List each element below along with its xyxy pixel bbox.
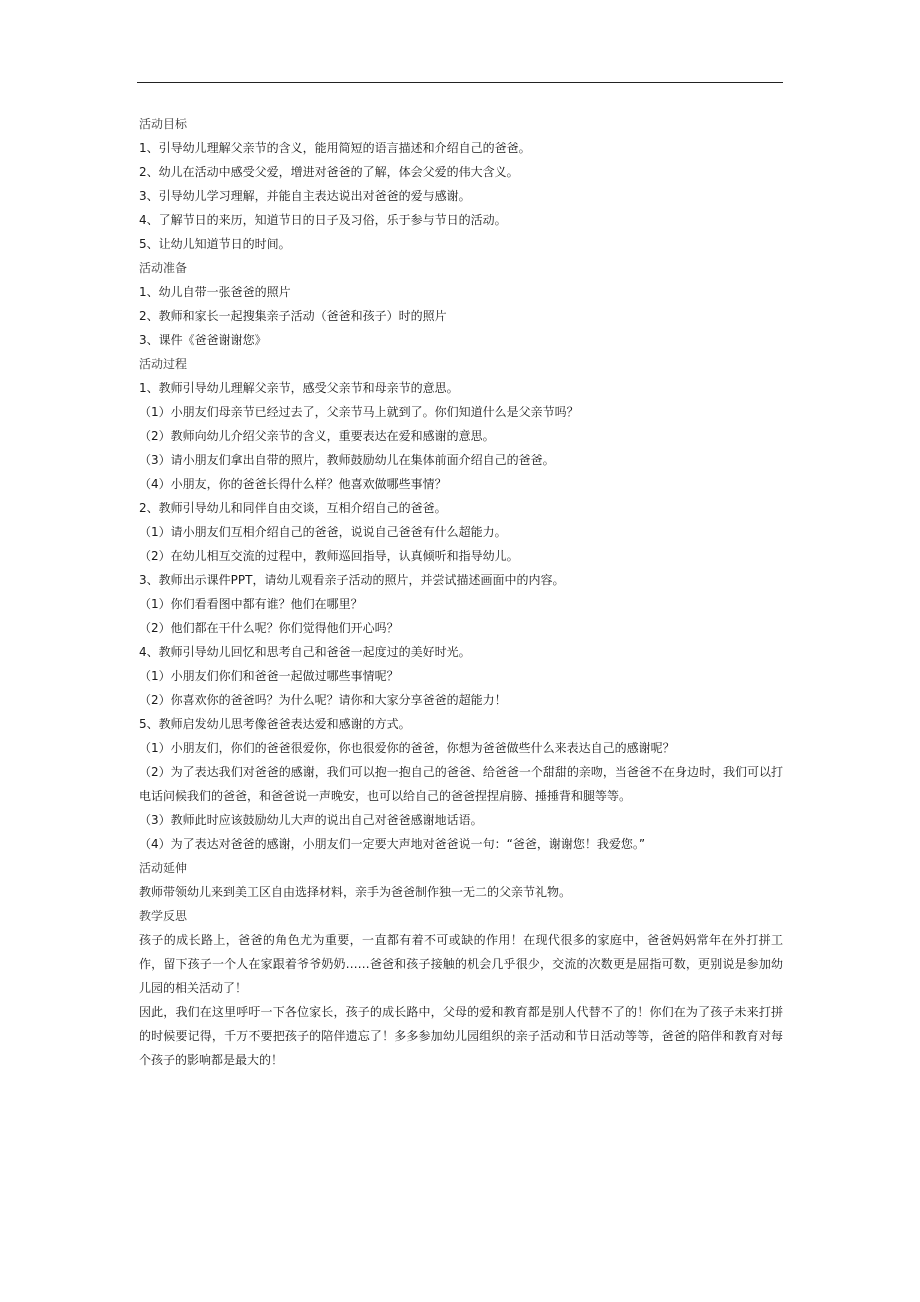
process-item: （2）在幼儿相互交流的过程中，教师巡回指导，认真倾听和指导幼儿。 (139, 549, 519, 563)
process-item: （4）为了表达对爸爸的感谢，小朋友们一定要大声地对爸爸说一句：“爸爸，谢谢您！我爱您。” (139, 837, 646, 851)
process-item: （1）请小朋友们互相介绍自己的爸爸，说说自己爸爸有什么超能力。 (139, 525, 507, 539)
objective-item: 2、幼儿在活动中感受父爱，增进对爸爸的了解，体会父爱的伟大含义。 (139, 165, 519, 179)
process-heading: 活动过程 (139, 357, 188, 371)
process-item: 5、教师启发幼儿思考像爸爸表达爱和感谢的方式。 (139, 717, 411, 731)
process-item: （2）他们都在干什么呢？你们觉得他们开心吗？ (139, 621, 399, 635)
extension-heading: 活动延伸 (139, 861, 188, 875)
process-item: 1、教师引导幼儿理解父亲节，感受父亲节和母亲节的意思。 (139, 381, 459, 395)
process-item: （4）小朋友，你的爸爸长得什么样？他喜欢做哪些事情？ (139, 477, 447, 491)
process-item: （1）小朋友们母亲节已经过去了，父亲节马上就到了。你们知道什么是父亲节吗？ (139, 405, 579, 419)
extension-text: 教师带领幼儿来到美工区自由选择材料，亲手为爸爸制作独一无二的父亲节礼物。 (139, 885, 572, 899)
document-body (139, 112, 783, 1072)
reflection-heading: 教学反思 (139, 909, 188, 923)
objective-item: 3、引导幼儿学习理解，并能自主表达说出对爸爸的爱与感谢。 (139, 189, 471, 203)
objective-item: 5、让幼儿知道节日的时间。 (139, 237, 291, 251)
process-item: 2、教师引导幼儿和同伴自由交谈，互相介绍自己的爸爸。 (139, 501, 447, 515)
process-item: 3、教师出示课件PPT，请幼儿观看亲子活动的照片，并尝试描述画面中的内容。 (139, 573, 565, 587)
process-item: （3）请小朋友们拿出自带的照片，教师鼓励幼儿在集体前面介绍自己的爸爸。 (139, 453, 555, 467)
preparation-item: 1、幼儿自带一张爸爸的照片 (139, 285, 291, 299)
process-item: （3）教师此时应该鼓励幼儿大声的说出自己对爸爸感谢地话语。 (139, 813, 483, 827)
reflection-paragraph: 因此，我们在这里呼吁一下各位家长，孩子的成长路中，父母的爱和教育都是别人代替不了的！你们在为了孩子未来打拼的时候要记得，千万不要把孩子的陪伴遗忘了！多多参加幼儿园组织的亲子活动和节日活动等等，爸爸的陪伴和教育对每个孩子的影响都是最大的！ (139, 1005, 783, 1067)
process-item: （2）你喜欢你的爸爸吗？为什么呢？请你和大家分享爸爸的超能力！ (139, 693, 507, 707)
process-item: （2）教师向幼儿介绍父亲节的含义，重要表达在爱和感谢的意思。 (139, 429, 495, 443)
process-item: （1）小朋友们你们和爸爸一起做过哪些事情呢？ (139, 669, 399, 683)
process-item: （1）你们看看图中都有谁？他们在哪里？ (139, 597, 363, 611)
preparation-item: 3、课件《爸爸谢谢您》 (139, 333, 267, 347)
header-rule (137, 82, 783, 83)
objectives-heading: 活动目标 (139, 117, 188, 131)
objective-item: 4、了解节日的来历，知道节日的日子及习俗，乐于参与节日的活动。 (139, 213, 507, 227)
process-paragraph: （2）为了表达我们对爸爸的感谢，我们可以抱一抱自己的爸爸、给爸爸一个甜甜的亲吻，当爸爸不在身边时，我们可以打电话问候我们的爸爸，和爸爸说一声晚安，也可以给自己的爸爸捏捏肩膀、捶捶背和腿等等。 (139, 765, 783, 803)
objective-item: 1、引导幼儿理解父亲节的含义，能用简短的语言描述和介绍自己的爸爸。 (139, 141, 531, 155)
process-item: （1）小朋友们，你们的爸爸很爱你，你也很爱你的爸爸，你想为爸爸做些什么来表达自己的感谢呢？ (139, 741, 675, 755)
preparation-item: 2、教师和家长一起搜集亲子活动（爸爸和孩子）时的照片 (139, 309, 447, 323)
process-item: 4、教师引导幼儿回忆和思考自己和爸爸一起度过的美好时光。 (139, 645, 471, 659)
reflection-paragraph: 孩子的成长路上，爸爸的角色尤为重要，一直都有着不可或缺的作用！在现代很多的家庭中，爸爸妈妈常年在外打拼工作，留下孩子一个人在家跟着爷爷奶奶……爸爸和孩子接触的机会几乎很少，交流的次数更是屈指可数，更别说是参加幼儿园的相关活动了！ (139, 933, 783, 995)
preparation-heading: 活动准备 (139, 261, 188, 275)
